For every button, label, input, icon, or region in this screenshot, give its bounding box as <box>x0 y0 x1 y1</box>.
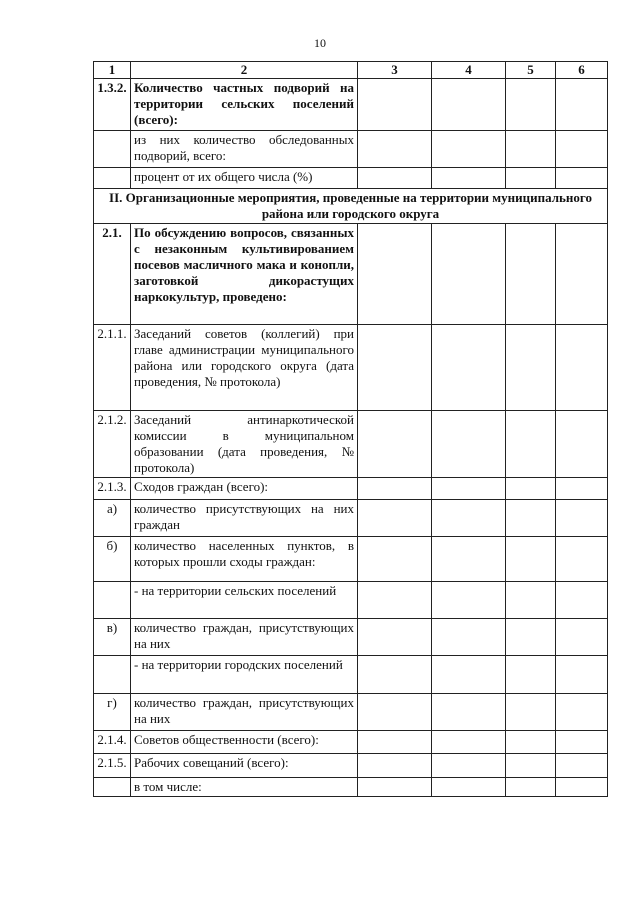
value-cell-col-5[interactable] <box>506 131 556 168</box>
value-cell-col-3[interactable] <box>358 79 432 131</box>
column-header: 6 <box>556 62 608 79</box>
value-cell-col-4[interactable] <box>432 79 506 131</box>
header-row <box>94 62 608 79</box>
value-cell-col-4[interactable] <box>432 537 506 582</box>
value-cell-col-5[interactable] <box>506 582 556 619</box>
value-cell-col-5[interactable] <box>506 411 556 478</box>
value-cell-col-5[interactable] <box>506 500 556 537</box>
value-cell-col-6[interactable] <box>556 79 608 131</box>
column-header: 3 <box>358 62 432 79</box>
value-cell-col-4[interactable] <box>432 778 506 797</box>
table-row <box>94 131 608 168</box>
row-number: 2.1.4. <box>94 731 131 754</box>
value-cell-col-3[interactable] <box>358 656 432 694</box>
value-cell-col-3[interactable] <box>358 224 432 325</box>
table-row <box>94 731 608 754</box>
row-description: По обсуждению вопросов, связанных с незаконным культивированием посевов масличного мака и конопли, заготовкой дикорастущих наркокультур, проведено: <box>131 224 358 325</box>
value-cell-col-5[interactable] <box>506 168 556 189</box>
row-description: количество граждан, присутствующих на них <box>131 694 358 731</box>
row-number: в) <box>94 619 131 656</box>
row-number: б) <box>94 537 131 582</box>
value-cell-col-4[interactable] <box>432 731 506 754</box>
value-cell-col-3[interactable] <box>358 131 432 168</box>
value-cell-col-4[interactable] <box>432 478 506 500</box>
row-number: 2.1. <box>94 224 131 325</box>
row-number: 2.1.1. <box>94 325 131 411</box>
value-cell-col-6[interactable] <box>556 537 608 582</box>
value-cell-col-6[interactable] <box>556 325 608 411</box>
value-cell-col-6[interactable] <box>556 694 608 731</box>
value-cell-col-4[interactable] <box>432 656 506 694</box>
table-row <box>94 582 608 619</box>
table-row <box>94 224 608 325</box>
value-cell-col-3[interactable] <box>358 694 432 731</box>
value-cell-col-5[interactable] <box>506 224 556 325</box>
table-row <box>94 656 608 694</box>
report-table <box>93 61 608 797</box>
value-cell-col-6[interactable] <box>556 582 608 619</box>
value-cell-col-3[interactable] <box>358 168 432 189</box>
row-number <box>94 131 131 168</box>
table-row <box>94 694 608 731</box>
value-cell-col-4[interactable] <box>432 582 506 619</box>
table-row <box>94 478 608 500</box>
row-description: количество населенных пунктов, в которых прошли сходы граждан: <box>131 537 358 582</box>
value-cell-col-4[interactable] <box>432 131 506 168</box>
value-cell-col-4[interactable] <box>432 694 506 731</box>
value-cell-col-5[interactable] <box>506 478 556 500</box>
row-description: Количество частных подворий на территории сельских поселений (всего): <box>131 79 358 131</box>
value-cell-col-6[interactable] <box>556 619 608 656</box>
value-cell-col-6[interactable] <box>556 754 608 778</box>
row-number <box>94 168 131 189</box>
row-description: в том числе: <box>131 778 358 797</box>
value-cell-col-6[interactable] <box>556 778 608 797</box>
value-cell-col-5[interactable] <box>506 731 556 754</box>
row-description: Советов общественности (всего): <box>131 731 358 754</box>
row-description: - на территории городских поселений <box>131 656 358 694</box>
value-cell-col-4[interactable] <box>432 754 506 778</box>
row-description: количество присутствующих на них граждан <box>131 500 358 537</box>
value-cell-col-5[interactable] <box>506 325 556 411</box>
section-heading: II. Организационные мероприятия, проведенные на территории муниципального района или городского округа <box>94 189 608 224</box>
table-row <box>94 537 608 582</box>
row-number: 1.3.2. <box>94 79 131 131</box>
column-header: 2 <box>131 62 358 79</box>
value-cell-col-5[interactable] <box>506 619 556 656</box>
value-cell-col-3[interactable] <box>358 411 432 478</box>
row-number: г) <box>94 694 131 731</box>
value-cell-col-6[interactable] <box>556 731 608 754</box>
row-number: 2.1.5. <box>94 754 131 778</box>
value-cell-col-6[interactable] <box>556 478 608 500</box>
column-header: 1 <box>94 62 131 79</box>
section-heading-row <box>94 189 608 224</box>
table-row <box>94 500 608 537</box>
value-cell-col-3[interactable] <box>358 478 432 500</box>
value-cell-col-5[interactable] <box>506 694 556 731</box>
value-cell-col-3[interactable] <box>358 619 432 656</box>
page-number: 10 <box>314 36 326 50</box>
row-number <box>94 656 131 694</box>
value-cell-col-5[interactable] <box>506 79 556 131</box>
value-cell-col-6[interactable] <box>556 168 608 189</box>
table-row <box>94 754 608 778</box>
row-number <box>94 778 131 797</box>
value-cell-col-3[interactable] <box>358 537 432 582</box>
value-cell-col-6[interactable] <box>556 411 608 478</box>
value-cell-col-3[interactable] <box>358 754 432 778</box>
row-number: а) <box>94 500 131 537</box>
table-row <box>94 619 608 656</box>
row-number: 2.1.2. <box>94 411 131 478</box>
table-row <box>94 168 608 189</box>
row-description: - на территории сельских поселений <box>131 582 358 619</box>
value-cell-col-4[interactable] <box>432 411 506 478</box>
table-row <box>94 778 608 797</box>
row-description: Рабочих совещаний (всего): <box>131 754 358 778</box>
table-row <box>94 325 608 411</box>
value-cell-col-3[interactable] <box>358 582 432 619</box>
value-cell-col-4[interactable] <box>432 168 506 189</box>
value-cell-col-5[interactable] <box>506 656 556 694</box>
value-cell-col-5[interactable] <box>506 537 556 582</box>
row-description: из них количество обследованных подворий, всего: <box>131 131 358 168</box>
column-header: 5 <box>506 62 556 79</box>
value-cell-col-3[interactable] <box>358 500 432 537</box>
row-number: 2.1.3. <box>94 478 131 500</box>
row-description: количество граждан, присутствующих на них <box>131 619 358 656</box>
value-cell-col-6[interactable] <box>556 656 608 694</box>
value-cell-col-4[interactable] <box>432 619 506 656</box>
table-body <box>94 79 608 797</box>
row-description: Заседаний советов (коллегий) при главе администрации муниципального района или городского округа (дата проведения, № протокола) <box>131 325 358 411</box>
row-description: процент от их общего числа (%) <box>131 168 358 189</box>
value-cell-col-5[interactable] <box>506 778 556 797</box>
row-description: Заседаний антинаркотической комиссии в муниципальном образовании (дата проведения, № протокола) <box>131 411 358 478</box>
row-number <box>94 582 131 619</box>
row-description: Сходов граждан (всего): <box>131 478 358 500</box>
column-header: 4 <box>432 62 506 79</box>
value-cell-col-6[interactable] <box>556 131 608 168</box>
value-cell-col-3[interactable] <box>358 731 432 754</box>
value-cell-col-6[interactable] <box>556 500 608 537</box>
value-cell-col-4[interactable] <box>432 224 506 325</box>
value-cell-col-5[interactable] <box>506 754 556 778</box>
value-cell-col-6[interactable] <box>556 224 608 325</box>
value-cell-col-3[interactable] <box>358 778 432 797</box>
value-cell-col-3[interactable] <box>358 325 432 411</box>
value-cell-col-4[interactable] <box>432 500 506 537</box>
value-cell-col-4[interactable] <box>432 325 506 411</box>
table-row <box>94 79 608 131</box>
table-row <box>94 411 608 478</box>
